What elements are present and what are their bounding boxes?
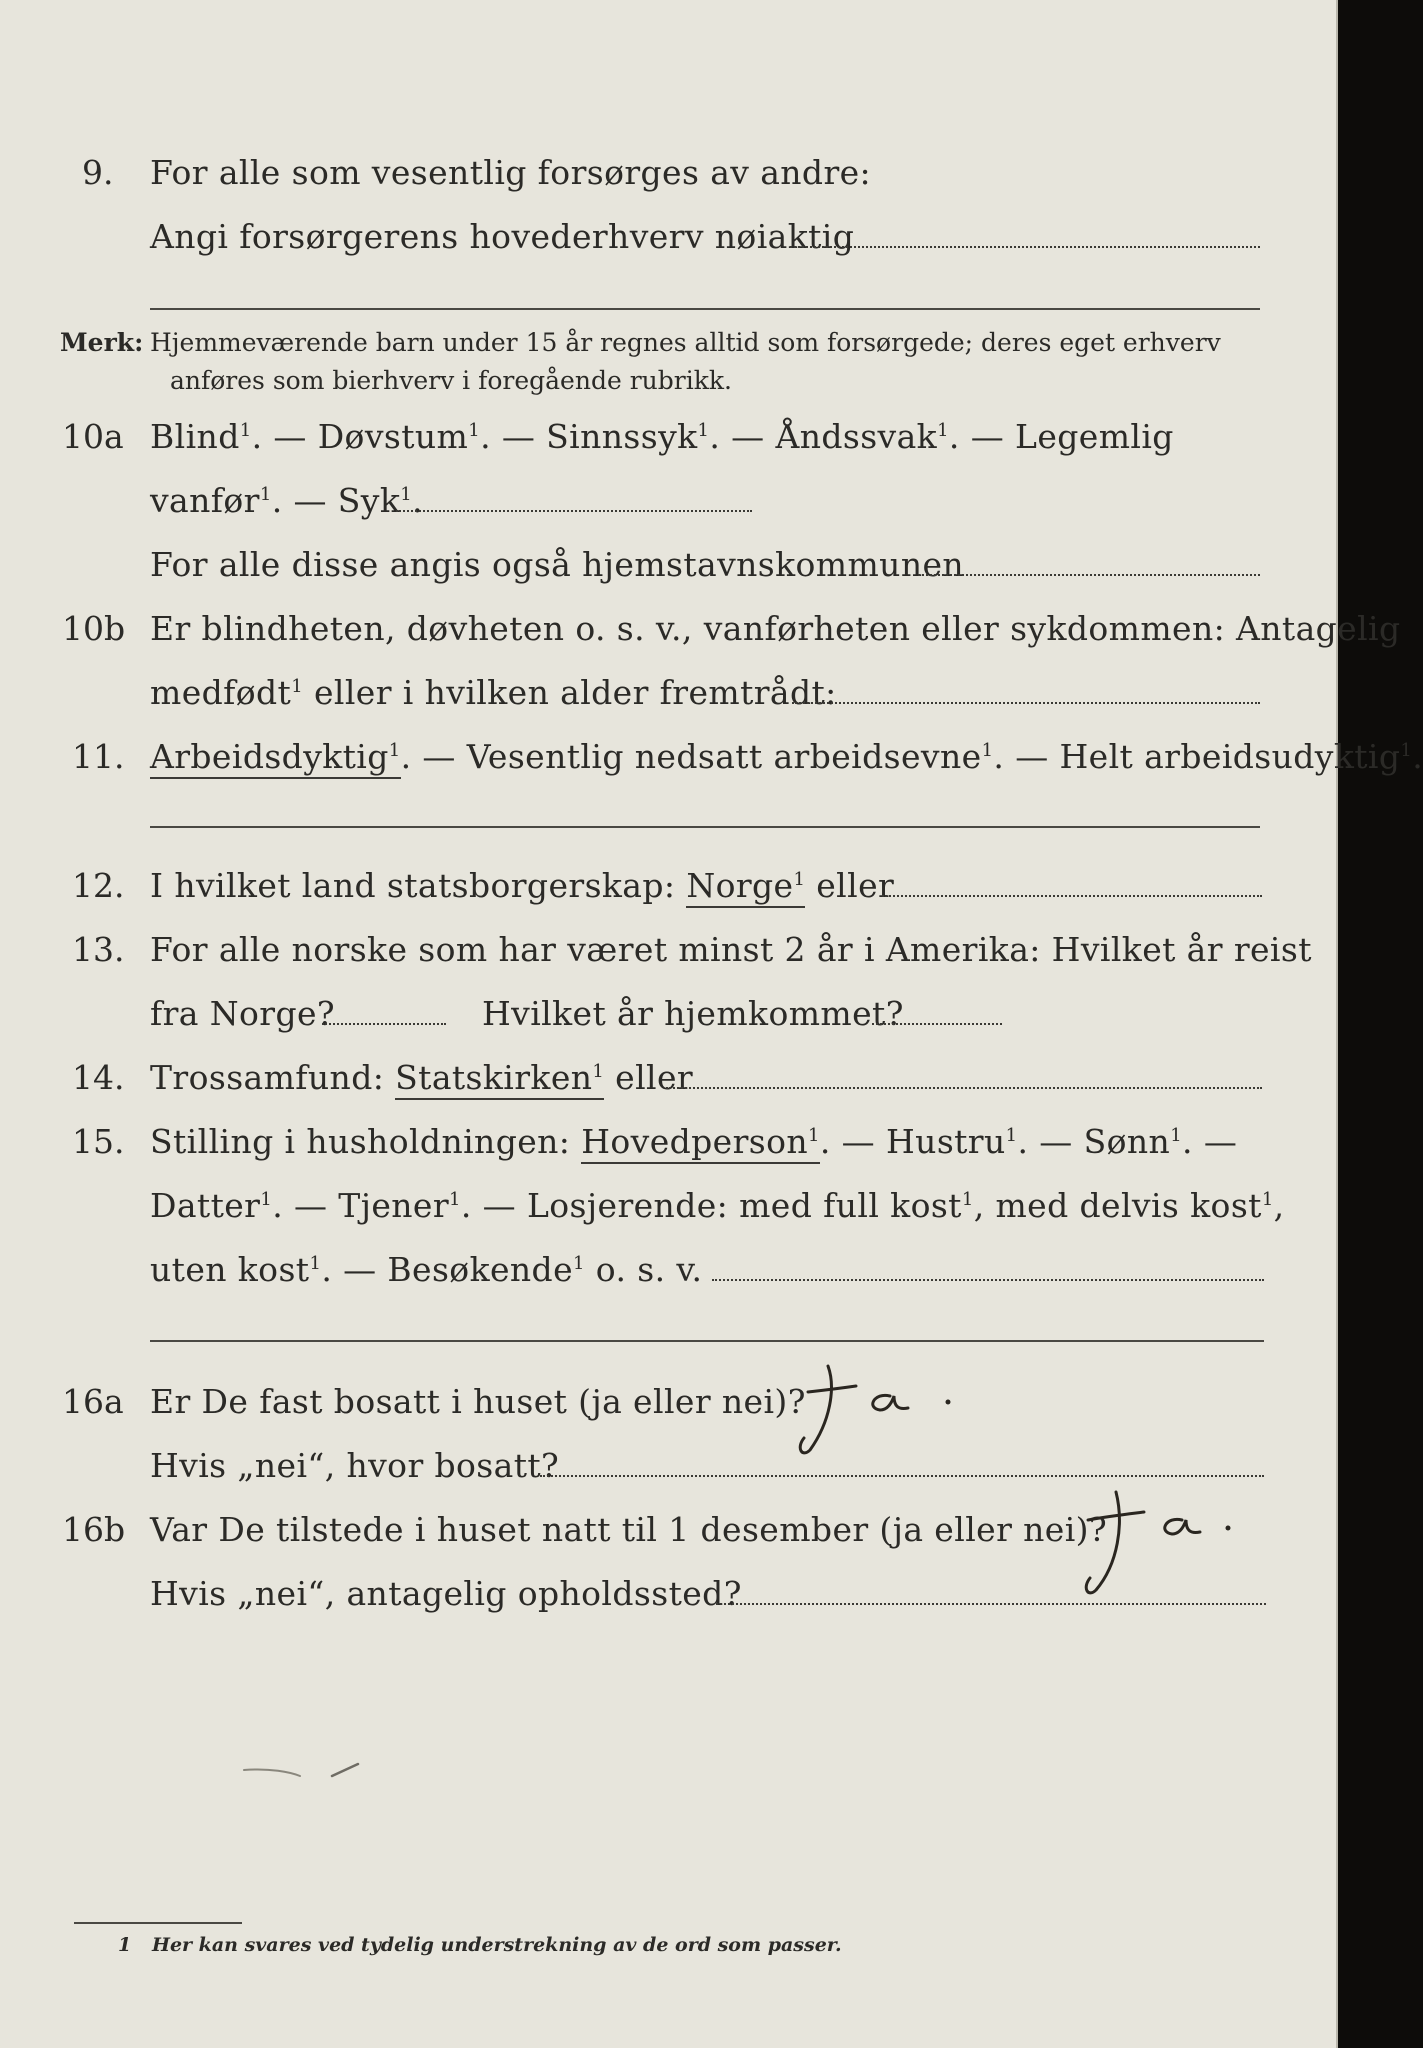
q16b-number: 16b — [62, 1510, 126, 1549]
statskirken-underlined: Statskirken$^1$ — [395, 1058, 604, 1100]
q14-line: Trossamfund: Statskirken$^1$ eller — [150, 1058, 693, 1097]
q9-number: 9. — [82, 153, 114, 192]
q15-number: 15. — [72, 1122, 125, 1161]
q16a-answer-line — [540, 1475, 1264, 1477]
stray-pencil-marks — [240, 1750, 380, 1790]
q15-answer-line — [712, 1279, 1264, 1281]
q13-fra-norge-answer-line — [322, 1023, 446, 1025]
q10a-number: 10a — [62, 417, 124, 456]
q9-line2: Angi forsørgerens hovederhverv nøiaktig — [150, 217, 855, 256]
q10b-number: 10b — [62, 609, 126, 648]
q11-line: Arbeidsdyktig$^1$. — Vesentlig nedsatt arbeidsevne$^1$. — Helt arbeidsudyktig$^1$. — [150, 737, 1423, 776]
q9-line1: For alle som vesentlig forsørges av andre: — [150, 153, 872, 192]
q12-number: 12. — [72, 866, 125, 905]
q15-line1: Stilling i husholdningen: Hovedperson$^1$. — Hustru$^1$. — Sønn$^1$. — — [150, 1122, 1237, 1161]
q15-separator — [150, 1340, 1264, 1342]
merk-line2: anføres som bierhverv i foregående rubrikk. — [170, 366, 732, 395]
q10a-line2: vanfør$^1$. — Syk$^1$. — [150, 481, 423, 520]
q16a-number: 16a — [62, 1382, 124, 1421]
q13-hjemkommet: Hvilket år hjemkommet? — [482, 994, 904, 1033]
q12-answer-line — [882, 895, 1262, 897]
arbeidsdyktig-underlined: Arbeidsdyktig$^1$ — [150, 737, 401, 779]
hovedperson-underlined: Hovedperson$^1$ — [581, 1122, 820, 1164]
q16b-line1: Var De tilstede i huset natt til 1 desember (ja eller nei)? — [150, 1510, 1108, 1549]
q12-line: I hvilket land statsborgerskap: Norge$^1$ eller — [150, 866, 894, 905]
q10b-line1: Er blindheten, døvheten o. s. v., vanførheten eller sykdommen: Antagelig — [150, 609, 1401, 648]
merk-line1: Hjemmeværende barn under 15 år regnes alltid som forsørgede; deres eget erhverv — [150, 328, 1221, 357]
q10a-line1: Blind$^1$. — Døvstum$^1$. — Sinnssyk$^1$. — Åndssvak$^1$. — Legemlig — [150, 417, 1174, 456]
q15-line2: Datter$^1$. — Tjener$^1$. — Losjerende: med full kost$^1$, med delvis kost$^1$, — [150, 1186, 1285, 1225]
norge-underlined: Norge$^1$ — [686, 866, 805, 908]
footnote-rule — [74, 1922, 242, 1924]
q10a-line3: For alle disse angis også hjemstavnskommunen — [150, 545, 965, 584]
q10b-answer-line — [792, 702, 1260, 704]
q14-answer-line — [666, 1087, 1262, 1089]
q16a-line1: Er De fast bosatt i huset (ja eller nei)? — [150, 1382, 806, 1421]
q15-line3: uten kost$^1$. — Besøkende$^1$ o. s. v. — [150, 1250, 703, 1289]
footnote-text: Her kan svares ved tydelig understrekning av de ord som passer. — [152, 1934, 842, 1956]
q9-answer-line — [790, 246, 1260, 248]
q16b-answer-line — [716, 1603, 1266, 1605]
q10a-hjemstavn-answer-line — [918, 574, 1260, 576]
merk-label: Merk: — [60, 328, 144, 357]
q10b-line2: medfødt$^1$ eller i hvilken alder fremtrådt: — [150, 673, 837, 712]
q13-line1: For alle norske som har været minst 2 år i Amerika: Hvilket år reist — [150, 930, 1312, 969]
q16b-handwritten-answer — [1066, 1484, 1266, 1604]
q16b-line2: Hvis „nei“, antagelig opholdssted? — [150, 1574, 742, 1613]
footnote-marker: 1 — [118, 1934, 132, 1956]
q11-separator — [150, 826, 1260, 828]
q10a-syk-answer-line — [396, 510, 752, 512]
q9-separator — [150, 308, 1260, 310]
q14-number: 14. — [72, 1058, 125, 1097]
q16a-line2: Hvis „nei“, hvor bosatt? — [150, 1446, 560, 1485]
q13-hjemkommet-answer-line — [872, 1023, 1002, 1025]
q13-number: 13. — [72, 930, 125, 969]
q16a-handwritten-answer — [790, 1352, 970, 1462]
q11-number: 11. — [72, 737, 125, 776]
q13-fra-norge: fra Norge? — [150, 994, 336, 1033]
